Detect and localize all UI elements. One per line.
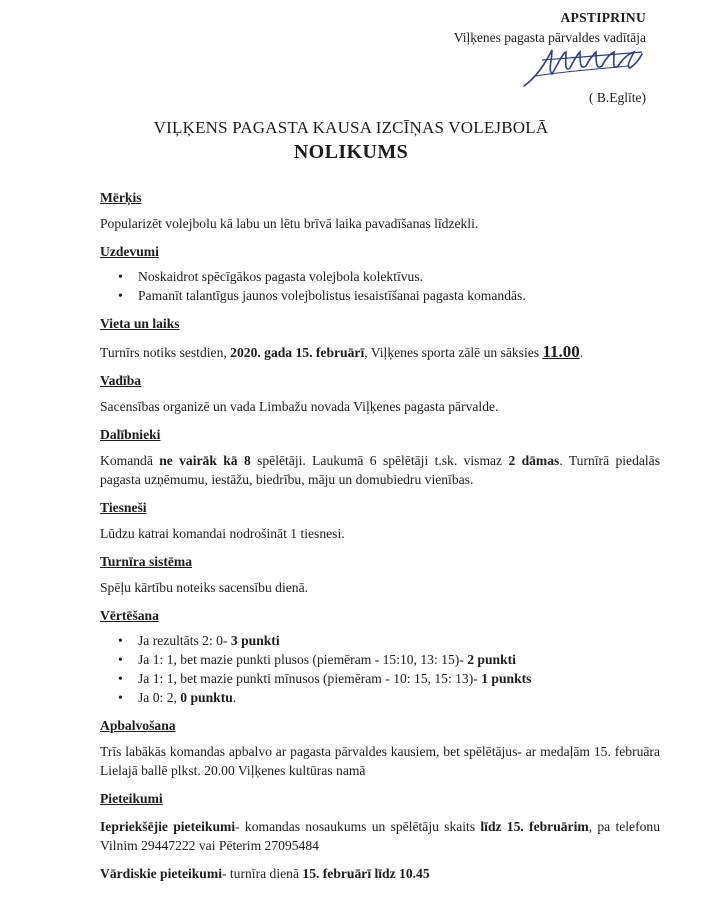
approval-block — [454, 8, 646, 47]
approval-role: Viļķenes pagasta pārvaldes vadītāja — [453, 30, 646, 45]
scoring-list — [100, 631, 660, 707]
approval-title: APSTIPRINU — [560, 10, 646, 25]
section-vertesana — [100, 606, 660, 707]
document-subtitle: NOLIKUMS — [293, 141, 409, 163]
section-dalibnieki — [100, 425, 660, 489]
section-uzdevumi — [100, 242, 660, 305]
section-heading: Tiesneši — [100, 500, 147, 515]
section-heading: Pieteikumi — [100, 791, 163, 806]
section-text: Sacensības organizē un vada Limbažu novada Viļķenes pagasta pārvalde. — [100, 399, 499, 414]
approval-name: ( B.Eglīte) — [589, 90, 646, 105]
section-heading: Uzdevumi — [100, 244, 159, 259]
section-vieta — [100, 314, 660, 362]
list-item: • Ja 1: 1, bet mazie punkti plusos (piemēram - 15:10, 13: 15)- 2 punkti — [118, 650, 660, 669]
list-item: • Pamanīt talantīgus jaunos volejbolistus iesaistīšanai pagasta komandās. — [118, 286, 660, 305]
section-heading: Dalībnieki — [100, 427, 161, 442]
section-tiesnesi — [100, 498, 660, 543]
section-text: Lūdzu katrai komandai nodrošināt 1 tiesnesi. — [100, 526, 345, 541]
section-merkis — [100, 188, 660, 233]
section-text: Vārdiskie pieteikumi- turnīra dienā 15. februārī līdz 10.45 — [100, 866, 430, 881]
event-date: 2020. gada 15. februārī — [230, 345, 365, 360]
task-list — [100, 267, 660, 305]
section-text: Trīs labākās komandas apbalvo ar pagasta pārvaldes kausiem, bet spēlētājus- ar medaļām 15. februāra Lielajā ballē plkst. 20.00 Viļķenes kultūras namā — [100, 744, 660, 778]
section-heading: Vadība — [100, 373, 142, 388]
section-text: Popularizēt volejbolu kā labu un lētu brīvā laika pavadīšanas līdzekli. — [100, 216, 479, 231]
list-item: • Ja rezultāts 2: 0- 3 punkti — [118, 631, 660, 650]
document-title: VIĻĶENS PAGASTA KAUSA IZCĪŅAS VOLEJBOLĀ — [153, 118, 549, 137]
section-text: Spēļu kārtību noteiks sacensību dienā. — [100, 580, 309, 595]
list-item: • Ja 1: 1, bet mazie punkti mīnusos (piemēram - 10: 15, 15: 13)- 1 punkts — [118, 669, 660, 688]
list-item: • Noskaidrot spēcīgākos pagasta volejbola kolektīvus. — [118, 267, 660, 286]
section-text: Turnīrs notiks sestdien, 2020. gada 15. februārī, Viļķenes sporta zālē un sāksies 11.00. — [100, 342, 584, 361]
list-item: • Ja 0: 2, 0 punktu. — [118, 688, 660, 707]
section-heading: Vērtēšana — [100, 608, 159, 623]
section-pieteikumi — [100, 789, 660, 883]
event-time: 11.00 — [542, 342, 580, 361]
section-heading: Apbalvošana — [100, 718, 176, 733]
document-body — [100, 188, 660, 892]
section-heading: Mērķis — [100, 190, 142, 205]
section-vadiba — [100, 371, 660, 416]
section-text: Iepriekšējie pieteikumi- komandas nosaukums un spēlētāju skaits līdz 15. februārim, pa telefonu Vilnim 29447222 vai Pēterim 27095484 — [100, 819, 660, 853]
section-heading: Vieta un laiks — [100, 316, 180, 331]
section-heading: Turnīra sistēma — [100, 554, 193, 569]
section-turnira-sistema — [100, 552, 660, 597]
section-apbalvosana — [100, 716, 660, 780]
signature-image — [518, 46, 648, 90]
section-text: Komandā ne vairāk kā 8 spēlētāji. Laukumā 6 spēlētāji t.sk. vismaz 2 dāmas. Turnīrā piedalās pagasta uzņēmumu, iestāžu, biedrību, māju un domubiedru vienības. — [100, 453, 661, 487]
